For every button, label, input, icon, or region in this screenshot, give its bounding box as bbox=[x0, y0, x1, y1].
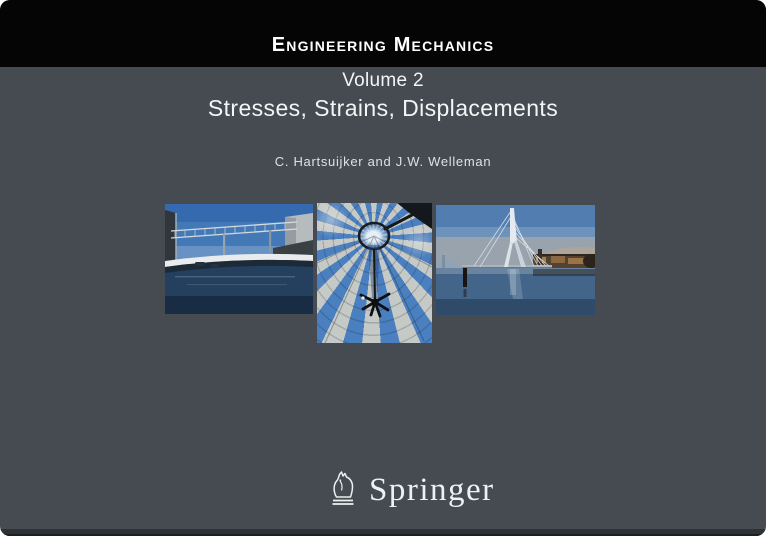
footbridges-illustration bbox=[165, 204, 313, 314]
volume-label: Volume 2 bbox=[342, 70, 424, 91]
authors-line: C. Hartsuijker and J.W. Welleman bbox=[274, 154, 492, 169]
tensile-roof-photo bbox=[317, 203, 432, 343]
tensile-roof-overlay bbox=[317, 203, 432, 343]
subtitle: Stresses, Strains, Displacements bbox=[207, 95, 559, 121]
publisher-logo bbox=[328, 466, 495, 508]
series-title: Engineering Mechanics bbox=[271, 34, 495, 56]
cable-stayed-bridge-photo bbox=[436, 205, 595, 315]
cable-stayed-bridge-illustration bbox=[436, 205, 595, 315]
footbridges-photo bbox=[165, 204, 313, 314]
springer-knight-icon bbox=[328, 468, 358, 508]
publisher-name: Springer bbox=[369, 472, 495, 508]
